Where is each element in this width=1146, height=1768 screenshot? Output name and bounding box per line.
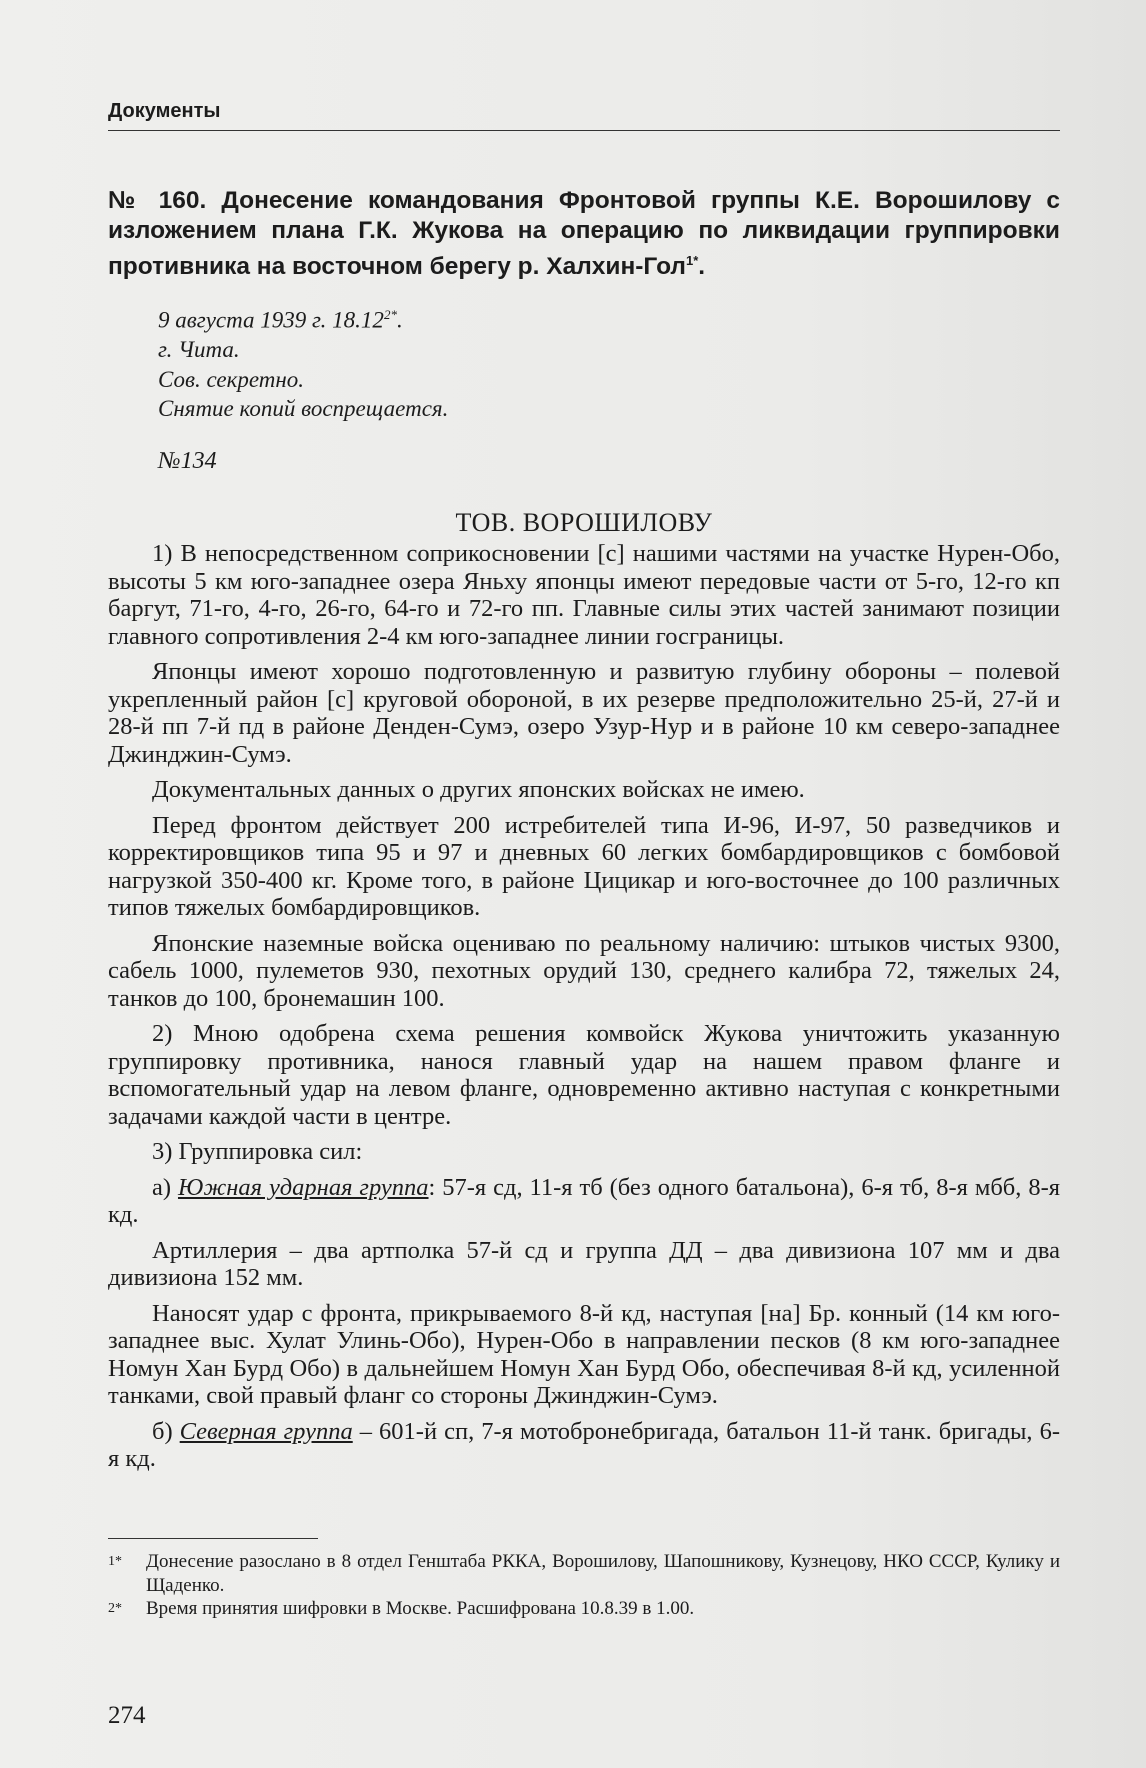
footnote [108, 1597, 1060, 1621]
body-paragraph: Японцы имеют хорошо подготовленную и развитую глубину обороны – полевой укрепленный район [с] круговой обороной, в их резерве предположительно 25-й, 27-й и 28-й пп 7-й пд в районе Денден-Сумэ, озеро Узур-Нур и в районе 10 км северо-западнее Джинджин-Сумэ. [108, 658, 1060, 768]
body-paragraph: Японские наземные войска оцениваю по реальному наличию: штыков чистых 9300, сабель 1000, пулеметов 930, пехотных орудий 130, среднего калибра 72, тяжелых 24, танков до 100, бронемашин 100. [108, 929, 1060, 1012]
north-group-label: Северная группа [179, 1417, 353, 1445]
footnote-text: Время принятия шифровки в Москве. Расшифрована 10.8.39 в 1.00. [146, 1598, 695, 1619]
body-paragraph: Артиллерия – два артполка 57-й сд и группа ДД – два дивизиона 107 мм и два дивизиона 152 мм. [108, 1236, 1060, 1291]
footnote-text: Донесение разослано в 8 отдел Генштаба РККА, Ворошилову, Шапошникову, Кузнецову, НКО СССР, Кулику и Щаденко. [146, 1551, 1060, 1596]
body-paragraph: 1) В непосредственном соприкосновении [с] нашими частями на участке Нурен-Обо, высоты 5 км юго-западнее озера Яньху японцы имеют передовые части от 5-го, 12-го кп баргут, 71-го, 4-го, 26-го, 64-го и 72-го пп. Главные силы этих частей занимают позиции главного сопротивления 2-4 км юго-западнее линии госграницы. [108, 540, 1060, 650]
date-text: 9 августа 1939 г. 18.12 [158, 307, 384, 333]
footnote [108, 1550, 1060, 1597]
footnote-mark: 2* [108, 1601, 122, 1616]
document-meta [158, 300, 758, 424]
south-group-prefix: а) [152, 1173, 178, 1201]
north-group-prefix: б) [152, 1417, 180, 1445]
south-group-paragraph [108, 1174, 1060, 1229]
title-text: № 160. Донесение командования Фронтовой группы К.Е. Ворошилову с изложением плана Г.К. Жукова на операцию по ликвидации группировки противника на восточном берегу р. Халхин-Гол [108, 187, 1060, 281]
south-group-text: : 57-я сд, 11-я тб (без одного батальона), 6-я тб, 8-я мбб, 8-я кд. [108, 1173, 1061, 1228]
body-paragraph: Наносят удар с фронта, прикрываемого 8-й кд, наступая [на] Бр. конный (14 км юго-западнее выс. Хулат Улинь-Обо), Нурен-Обо в направлении песков (8 км юго-западнее Номун Хан Бурд Обо) в дальнейшем Номун Хан Бурд Обо, обеспечивая 8-й кд, усиленной танками, свой правый фланг со стороны Джинджин-Сумэ. [108, 1299, 1060, 1409]
north-group-paragraph [108, 1418, 1060, 1473]
page-number: 274 [108, 1702, 146, 1729]
body-paragraph: Документальных данных о других японских войсках не имею. [152, 776, 805, 803]
body-paragraph: Перед фронтом действует 200 истребителей типа И-96, И-97, 50 разведчиков и корректировщиков типа 95 и 97 и дневных 60 легких бомбардировщиков с бомбовой нагрузкой 350-400 кг. Кроме того, в районе Цицикар и юго-восточнее до 100 различных типов тяжелых бомбардировщиков. [108, 811, 1060, 921]
body-paragraph: 2) Мною одобрена схема решения комвойск Жукова уничтожить указанную группировку противника, нанося главный удар на нашем правом фланге и вспомогательный удар на левом фланге, одновременно активно наступая с конкретными задачами каждой части в центре. [108, 1020, 1060, 1130]
title-end: . [698, 253, 706, 281]
north-group-text: – 601-й сп, 7-я мотобронебригада, батальон 11-й танк. бригады, 6-я кд. [108, 1417, 1060, 1472]
date-end: . [396, 307, 403, 333]
title-footnote-mark[interactable]: 1* [686, 253, 699, 268]
document-title [108, 186, 1060, 282]
classification-label: Сов. секретно. [158, 366, 305, 392]
south-group-label: Южная ударная группа [177, 1173, 429, 1201]
document-body [108, 540, 1060, 1481]
copy-restriction-note: Снятие копий воспрещается. [158, 396, 449, 422]
footnote-rule [108, 1538, 318, 1539]
addressee: ТОВ. ВОРОШИЛОВУ [455, 508, 713, 537]
date-footnote-mark[interactable]: 2* [383, 307, 397, 322]
document-number: №134 [158, 448, 217, 474]
document-city: г. Чита. [158, 337, 240, 363]
document-date [158, 300, 758, 335]
footnotes [108, 1550, 1060, 1621]
header-rule [108, 130, 1060, 131]
body-paragraph: 3) Группировка сил: [152, 1138, 363, 1165]
running-header: Документы [108, 100, 221, 122]
footnote-mark: 1* [108, 1554, 122, 1569]
